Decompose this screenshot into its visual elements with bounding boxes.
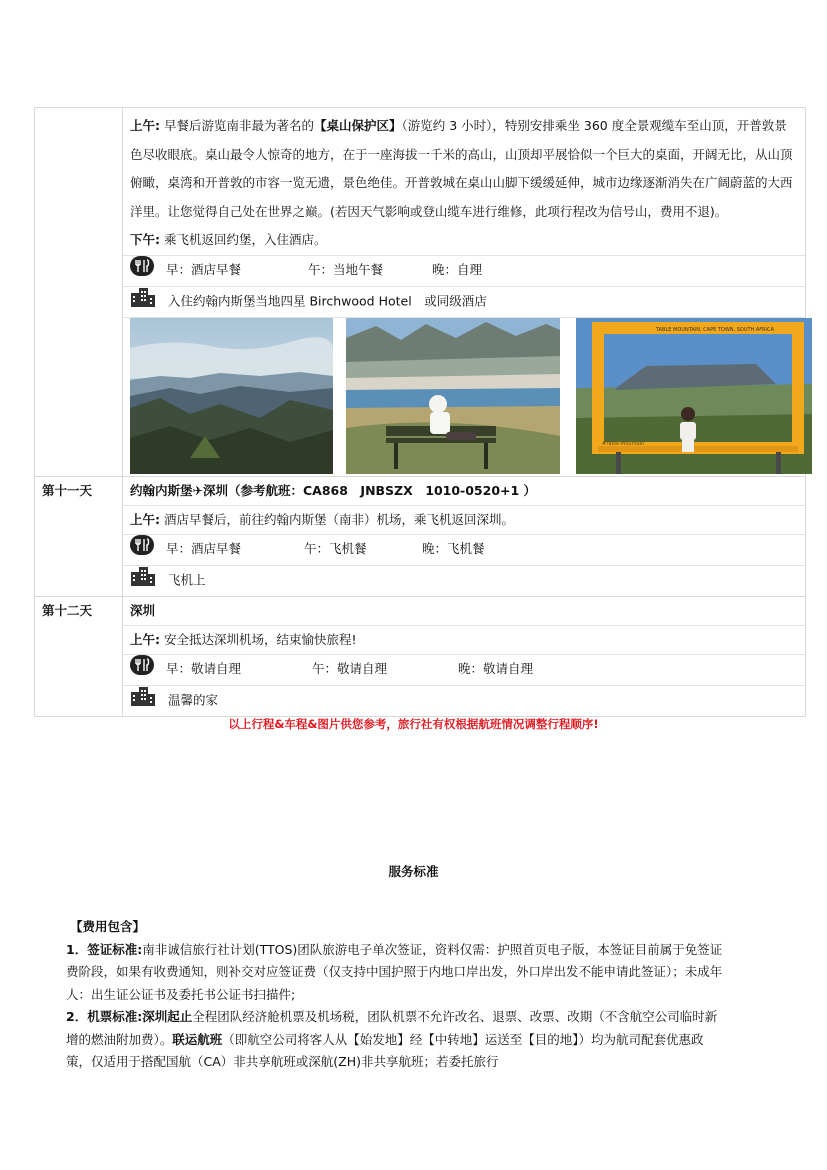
ticket-text-2: （即航空公司将客人从【始发地】经【中转地】运送至【目的地】）均为航司配套优惠政策，仅适用于搭配国航（CA）非共享航班或深航(ZH)非共享航班；若委托旅行 bbox=[66, 1031, 704, 1069]
frame-sign-text: TABLE MOUNTAIN, CAPE TOWN, SOUTH AFRICA bbox=[656, 326, 775, 333]
day11-meals bbox=[123, 534, 805, 565]
service-standard-title: 服务标准 bbox=[388, 864, 439, 879]
fee-included-section bbox=[66, 916, 726, 1074]
utensils-icon bbox=[130, 256, 154, 286]
ticket-item bbox=[66, 1006, 726, 1074]
hotel-text: 飞机上 bbox=[167, 572, 206, 587]
visa-label: 1．签证标准: bbox=[66, 941, 143, 957]
photo-mountain-view bbox=[130, 318, 333, 474]
day11-row bbox=[35, 476, 806, 596]
day11-label: 第十一天 bbox=[35, 476, 123, 596]
hotel-text: 温馨的家 bbox=[167, 692, 218, 707]
day11-content-cell bbox=[123, 476, 806, 596]
visa-item bbox=[66, 939, 726, 1007]
hotel-building-icon bbox=[130, 287, 156, 317]
frame-tag-text: #Table-Mountain bbox=[602, 440, 645, 447]
day11-hotel bbox=[123, 565, 805, 596]
fee-heading: 【费用包含】 bbox=[70, 919, 146, 934]
dinner-text: 晚：飞机餐 bbox=[421, 541, 485, 556]
breakfast-text: 早：敬请自理 bbox=[165, 661, 241, 676]
day10-meals bbox=[123, 255, 805, 286]
ticket-bold-1: 深圳起止 bbox=[142, 1009, 193, 1024]
itinerary-table bbox=[34, 107, 806, 717]
day12-hotel bbox=[123, 685, 805, 716]
day12-label: 第十二天 bbox=[35, 596, 123, 716]
day11-route: 约翰内斯堡✈深圳（参考航班：CA868 JNBSZX 1010-0520+1 ） bbox=[130, 482, 537, 498]
day12-content-cell bbox=[123, 596, 806, 716]
breakfast-text: 早：酒店早餐 bbox=[165, 541, 241, 556]
day11-morning bbox=[123, 505, 805, 534]
morning-text-pre: 早餐后游览南非最为著名的 bbox=[163, 118, 314, 133]
day10-afternoon bbox=[123, 226, 805, 255]
lunch-text: 午：当地午餐 bbox=[307, 262, 383, 277]
day12-row bbox=[35, 596, 806, 716]
utensils-icon bbox=[130, 655, 154, 685]
day10-photos bbox=[123, 317, 805, 476]
morning-label: 上午: bbox=[130, 118, 160, 133]
table-mountain-highlight: 【桌山保护区】 bbox=[314, 118, 402, 133]
hotel-text: 入住约翰内斯堡当地四星 Birchwood Hotel 或同级酒店 bbox=[167, 293, 487, 308]
hotel-building-icon bbox=[130, 686, 156, 716]
dinner-text: 晚：敬请自理 bbox=[457, 661, 533, 676]
dinner-text: 晚：自理 bbox=[431, 262, 482, 277]
itinerary-disclaimer: 以上行程&车程&图片供您参考，旅行社有权根据航班情况调整行程顺序! bbox=[228, 717, 599, 731]
day10-morning bbox=[123, 108, 805, 226]
hotel-building-icon bbox=[130, 566, 156, 596]
morning-text-post: （游览约 3 小时），特别安排乘坐 360 度全景观缆车至山顶，开普敦景色尽收眼底。桌山最令人惊奇的地方，在于一座海拔一千米的高山，山顶却平展恰似一个巨大的桌面，开阔无比，从山顶俯瞰，桌湾和开普敦的市容一览无遗，景色绝佳。开普敦城在桌山山脚下缓缓延伸，城市边缘逐渐消失在广阔蔚蓝的大西洋里。让您觉得自己处在世界之巅。(若因天气影响或登山缆车进行维修，此项行程改为信号山，费用不退)。 bbox=[130, 118, 793, 219]
afternoon-label: 下午: bbox=[130, 232, 160, 247]
day10-label-cell bbox=[35, 108, 123, 477]
morning-label: 上午: bbox=[130, 631, 160, 647]
day12-route: 深圳 bbox=[130, 602, 156, 618]
day12-meals bbox=[123, 654, 805, 685]
lunch-text: 午：敬请自理 bbox=[311, 661, 387, 676]
utensils-icon bbox=[130, 535, 154, 565]
day10-row bbox=[35, 108, 806, 477]
photo-bench-ocean bbox=[346, 318, 560, 474]
ticket-label: 2．机票标准: bbox=[66, 1009, 143, 1024]
afternoon-text: 乘飞机返回约堡，入住酒店。 bbox=[163, 232, 327, 247]
breakfast-text: 早：酒店早餐 bbox=[165, 262, 241, 277]
ticket-bold-2: 联运航班 bbox=[172, 1031, 223, 1047]
morning-text: 安全抵达深圳机场，结束愉快旅程! bbox=[163, 631, 357, 647]
ticket-text-1: 全程团队经济舱机票及机场税，团队机票不允许改名、退票、改票、改期（不含航空公司临时新增的燃油附加费）。 bbox=[66, 1009, 718, 1047]
visa-text: 南非诚信旅行社计划(TTOS)团队旅游电子单次签证，资料仅需：护照首页电子版，本签证目前属于免签证费阶段，如果有收费通知，则补交对应签证费（仅支持中国护照于内地口岸出发，外口岸出发不能申请此签证）；未成年人：出生证公证书及委托书公证书扫描件; bbox=[66, 941, 723, 1002]
photo-table-mountain-frame bbox=[576, 318, 812, 474]
morning-text: 酒店早餐后，前往约翰内斯堡（南非）机场，乘飞机返回深圳。 bbox=[163, 511, 514, 527]
day10-hotel bbox=[123, 286, 805, 317]
morning-label: 上午: bbox=[130, 511, 160, 527]
day10-content-cell bbox=[123, 108, 806, 477]
day12-morning bbox=[123, 625, 805, 654]
lunch-text: 午：飞机餐 bbox=[303, 541, 367, 556]
